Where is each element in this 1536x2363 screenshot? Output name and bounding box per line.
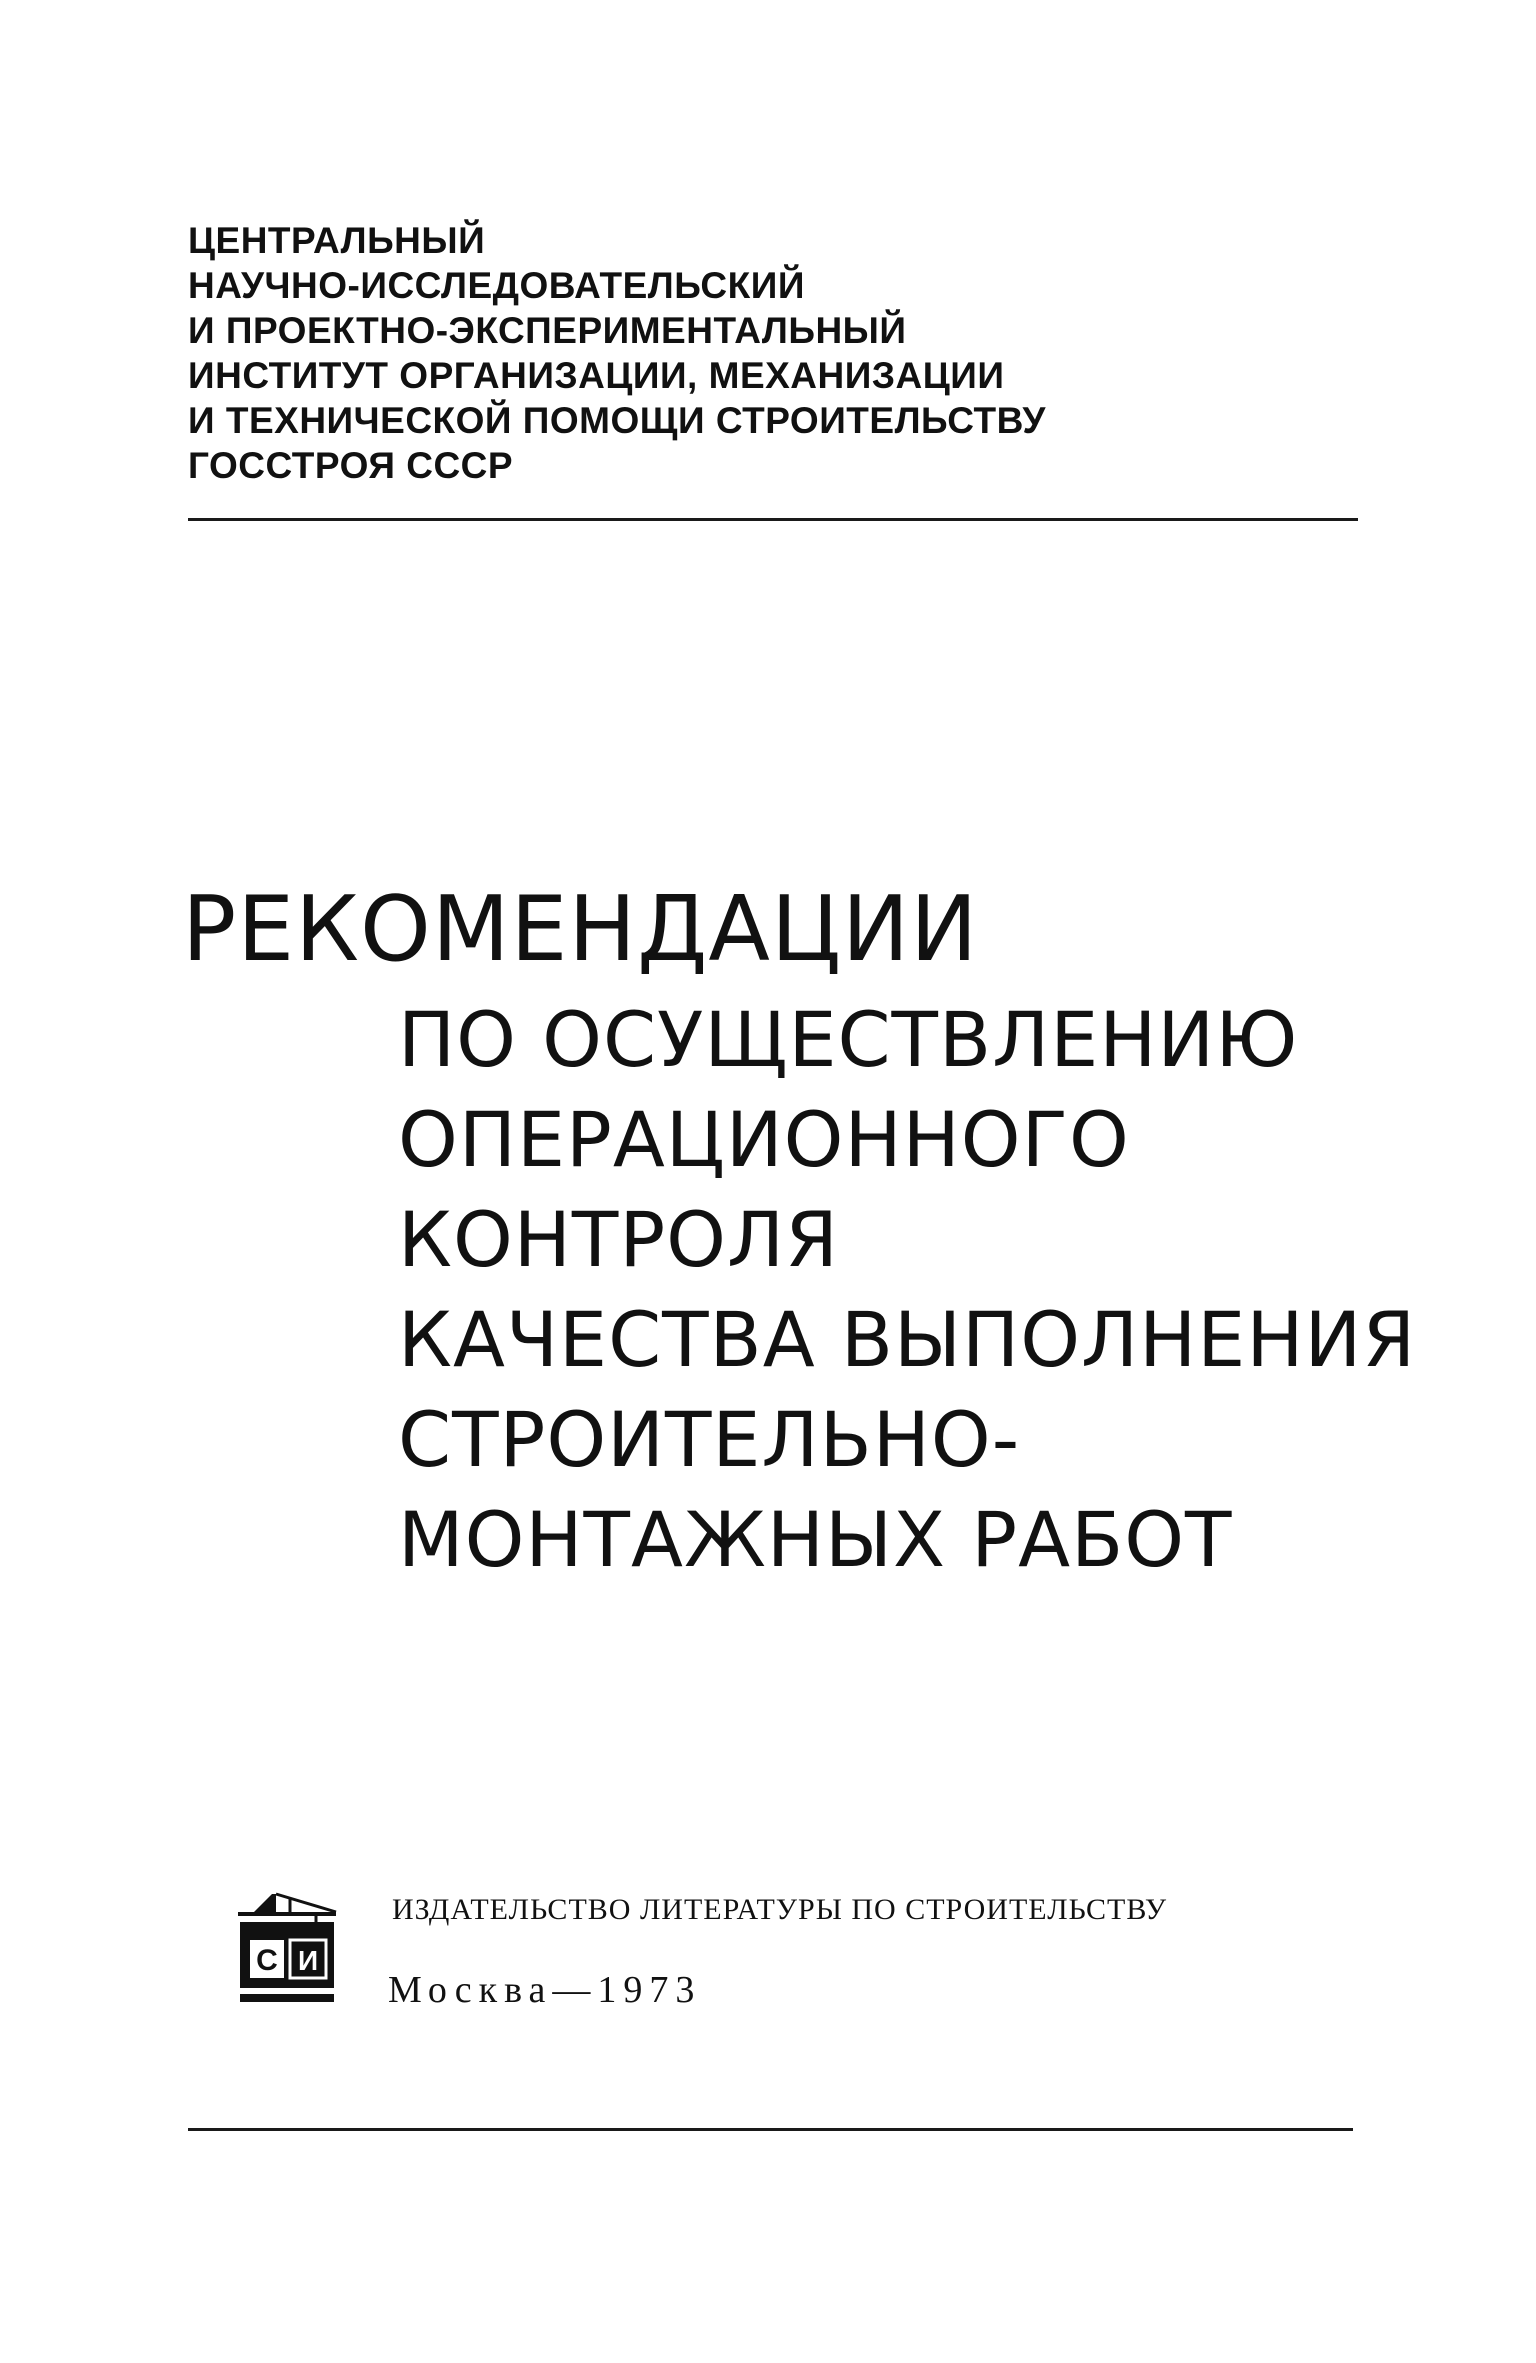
subtitle-line: КОНТРОЛЯ	[398, 1195, 839, 1284]
institute-line: ГОССТРОЯ СССР	[188, 445, 514, 486]
subtitle-line: ПО ОСУЩЕСТВЛЕНИЮ	[398, 995, 1299, 1084]
svg-text:С: С	[256, 1944, 278, 1977]
institute-line: ИНСТИТУТ ОРГАНИЗАЦИИ, МЕХАНИЗАЦИИ	[188, 355, 1005, 396]
document-title: РЕКОМЕНДАЦИИ	[182, 877, 979, 982]
institute-line: И ПРОЕКТНО-ЭКСПЕРИМЕНТАЛЬНЫЙ	[188, 310, 907, 351]
bottom-divider	[188, 2128, 1353, 2131]
top-divider	[188, 518, 1358, 521]
subtitle-line: КАЧЕСТВА ВЫПОЛНЕНИЯ	[398, 1295, 1417, 1384]
publisher-name: ИЗДАТЕЛЬСТВО ЛИТЕРАТУРЫ ПО СТРОИТЕЛЬСТВУ	[392, 1893, 1168, 1926]
svg-text:И: И	[297, 1945, 319, 1976]
subtitle-line: СТРОИТЕЛЬНО-	[398, 1395, 1021, 1484]
institute-header	[188, 218, 1388, 488]
document-subtitle	[398, 990, 1416, 1590]
publisher-logo-icon	[232, 1888, 342, 2008]
publication-city-year: Москва—1973	[388, 1969, 702, 2011]
institute-line: НАУЧНО-ИССЛЕДОВАТЕЛЬСКИЙ	[188, 265, 805, 306]
institute-line: ЦЕНТРАЛЬНЫЙ	[188, 220, 486, 261]
institute-line: И ТЕХНИЧЕСКОЙ ПОМОЩИ СТРОИТЕЛЬСТВУ	[188, 400, 1046, 441]
subtitle-line: ОПЕРАЦИОННОГО	[398, 1095, 1130, 1184]
subtitle-line: МОНТАЖНЫХ РАБОТ	[398, 1495, 1233, 1584]
